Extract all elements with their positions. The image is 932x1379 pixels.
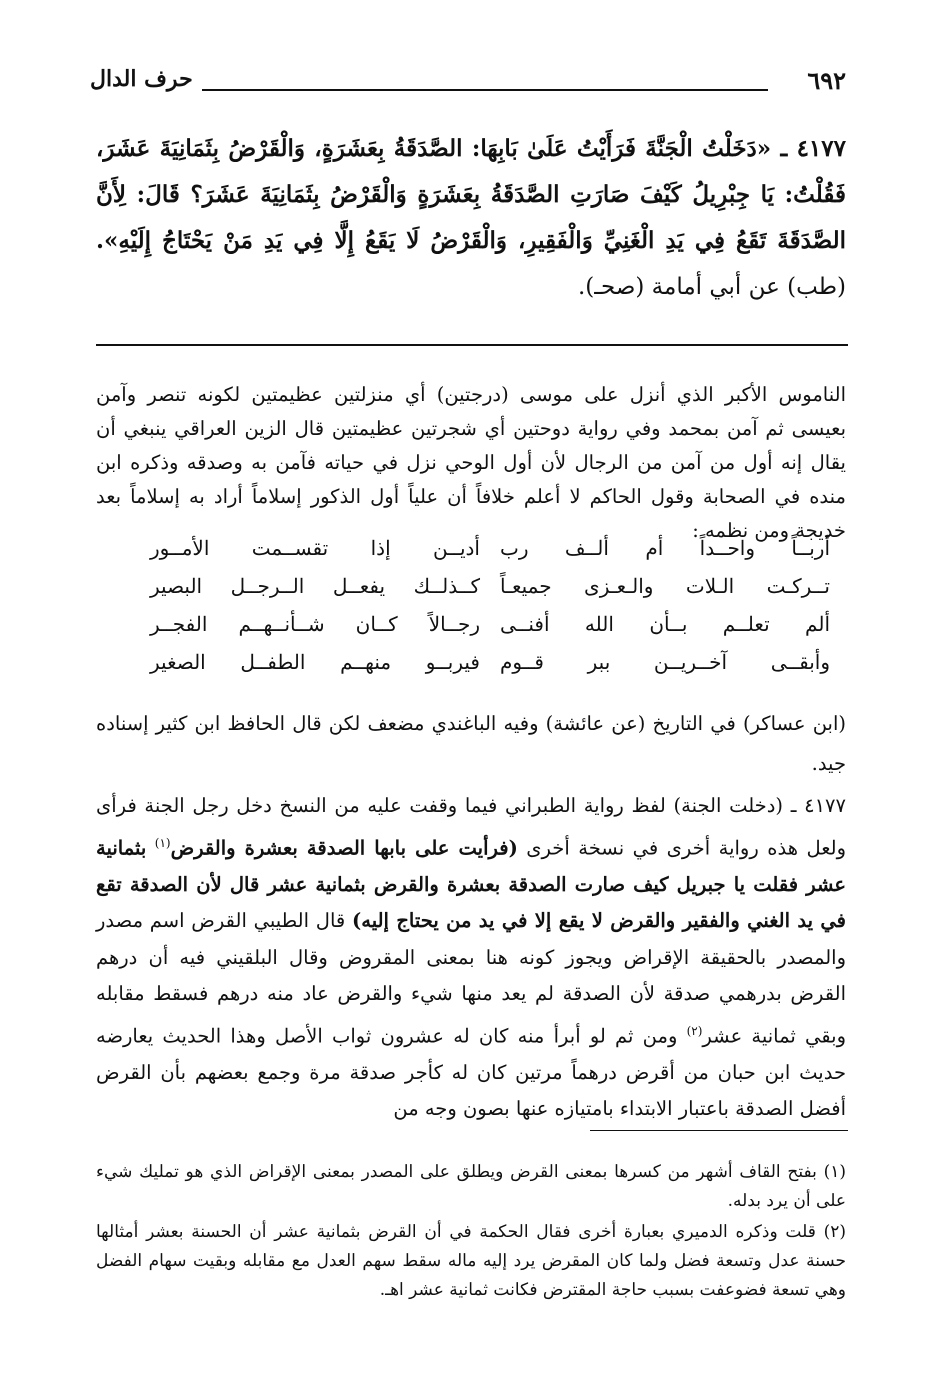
poem-verse — [130, 574, 830, 612]
footnotes — [96, 1158, 846, 1307]
poem-verse — [130, 650, 830, 688]
footnote-mark: (١) — [823, 1162, 846, 1182]
commentary-previous: الناموس الأكبر الذي أنزل على موسى (درجتين) أي منزلتين عظيمتين لكونه تنصر وآمن بعيسى ثم آمن بمحمد وفي رواية دوحتين أي شجرتين عظيمتين قال الزين العراقي ينبغي أن يقال إنه أول من آمن من الرجال لأن أول الوحي نزل في حياته فآمن به وصدقه وذكره ابن منده في الصحابة وقول الحاكم لا أعلم خلافاً أن علياً أول الذكور إسلاماً أراد به إسلاماً بعد خديجة ومن نظمه : — [96, 383, 846, 542]
verse-first-hemistich: وأبقــى آخــريــن ببر قــوم — [500, 650, 830, 674]
commentary-body-cont: ومن ثم لو أبرأ منه كان له عشرون ثواب الأصل وهذا الحديث يعارضه حديث ابن حبان من أقرض درهماً مرتين كان له كأجر صدقة مرة وجمع بعضهم بأن القرض أفضل الصدقة باعتبار الابتداء بامتيازه عنها بصون وجه من — [96, 1024, 846, 1120]
hadith-text: «دَخَلْتُ الْجَنَّةَ فَرَأَيْتُ عَلَىٰ بَابِهَا: الصَّدَقَةُ بِعَشَرَةٍ، وَالْقَرْضُ بِثَمَانِيَةَ عَشَرَ، فَقُلْتُ: يَا جِبْرِيلُ كَيْفَ صَارَتِ الصَّدَقَةُ بِعَشَرَةٍ وَالْقَرْضُ بِثَمَانِيَةَ عَشَرَ؟ قَالَ: لِأَنَّ الصَّدَقَةَ تَقَعُ فِي يَدِ الْغَنِيِّ وَالْفَقِيرِ، وَالْقَرْضُ لَا يَقَعُ إِلَّا فِي يَدِ مَنْ يَحْتَاجُ إِلَيْهِ». — [96, 135, 846, 254]
footnote-ref-2[interactable]: (٢) — [686, 1023, 703, 1038]
poem-verse — [130, 536, 830, 574]
section-divider — [96, 344, 848, 346]
quoted-hadith-bold: (فرأيت على بابها الصدقة بعشرة والقرض — [170, 836, 518, 859]
footnote-ref-1[interactable]: (١) — [154, 835, 171, 850]
hadith-block — [96, 126, 846, 310]
verse-second-hemistich: رجــالاً كــان شــأنــهــم الفجــر — [150, 612, 480, 636]
verse-first-hemistich: أربــاً واحــداً أم ألــف رب — [500, 536, 830, 560]
poem — [130, 536, 830, 688]
footnote-mark: (٢) — [823, 1222, 846, 1242]
footnote-1 — [96, 1158, 846, 1216]
verse-first-hemistich: تــركـت الـلات والـعـزى جميعـاً — [500, 574, 830, 598]
page-header — [90, 66, 846, 96]
chapter-title: حرف الدال — [90, 66, 193, 92]
verse-first-hemistich: ألم تعلــم بــأن الله أفنــى — [500, 612, 830, 636]
verse-second-hemistich: فيربــو منهــم الطفــل الصغير — [150, 650, 480, 674]
quoted-hadith-bold-cont: بثمانية عشر فقلت يا جبريل كيف صارت الصدقة بعشرة والقرض بثمانية عشر قال لأن الصدقة تقع في يد الغني والفقير والقرض لا يقع إلا في يد من يحتاج إليه) — [96, 836, 846, 932]
footnote-text: بفتح القاف أشهر من كسرها بمعنى القرض ويطلق على المصدر بمعنى الإقراض الذي هو تمليك شيء على أن يرد بدله. — [96, 1162, 846, 1211]
footnote-divider — [590, 1130, 848, 1131]
poem-verse — [130, 612, 830, 650]
hadith-reference: (طب) عن أبي أمامة (صحـ). — [577, 274, 846, 300]
header-rule — [202, 89, 768, 91]
commentary-body: قال الطيبي القرض اسم مصدر والمصدر بالحقيقة الإقراض ويجوز كونه هنا بمعنى المقروض وقال البلقيني فيه أن درهم القرض بدرهمي صدقة لأن الصدقة لم يعد منها شيء والقرض عاد منه درهم فسقط مقابله وبقي ثمانية عشر — [96, 909, 846, 1047]
hadith-number: ٤١٧٧ ـ — [780, 135, 846, 162]
poem-source: (ابن عساكر) في التاريخ (عن عائشة) وفيه الباغندي مضعف لكن قال الحافظ ابن كثير إسناده جيد. — [96, 712, 846, 775]
verse-second-hemistich: كــذلــك يفعــل الــرجــل البصير — [150, 574, 480, 598]
commentary-intro: ٤١٧٧ ـ (دخلت الجنة) لفظ رواية الطبراني فيما وقفت عليه من النسخ دخل رجل الجنة فرأى ولعل هذه رواية أخرى في نسخة أخرى — [96, 794, 846, 859]
footnote-text: قلت وذكره الدميري بعبارة أخرى فقال الحكمة في أن القرض بثمانية عشر أن الحسنة بعشر أمثالها حسنة عدل وتسعة فضل ولما كان المقرض يرد إليه ماله سقط سهم العدل مع مقابله وبقيت سهام الفضل وهي تسعة فضوعفت بسبب حاجة المقترض فكانت ثمانية عشر اهـ. — [96, 1222, 846, 1300]
commentary-main — [96, 788, 846, 1128]
verse-second-hemistich: أديــن إذا تقســمت الأمــور — [150, 536, 480, 560]
footnote-2 — [96, 1218, 846, 1305]
page-number: ٦٩٢ — [807, 66, 846, 95]
